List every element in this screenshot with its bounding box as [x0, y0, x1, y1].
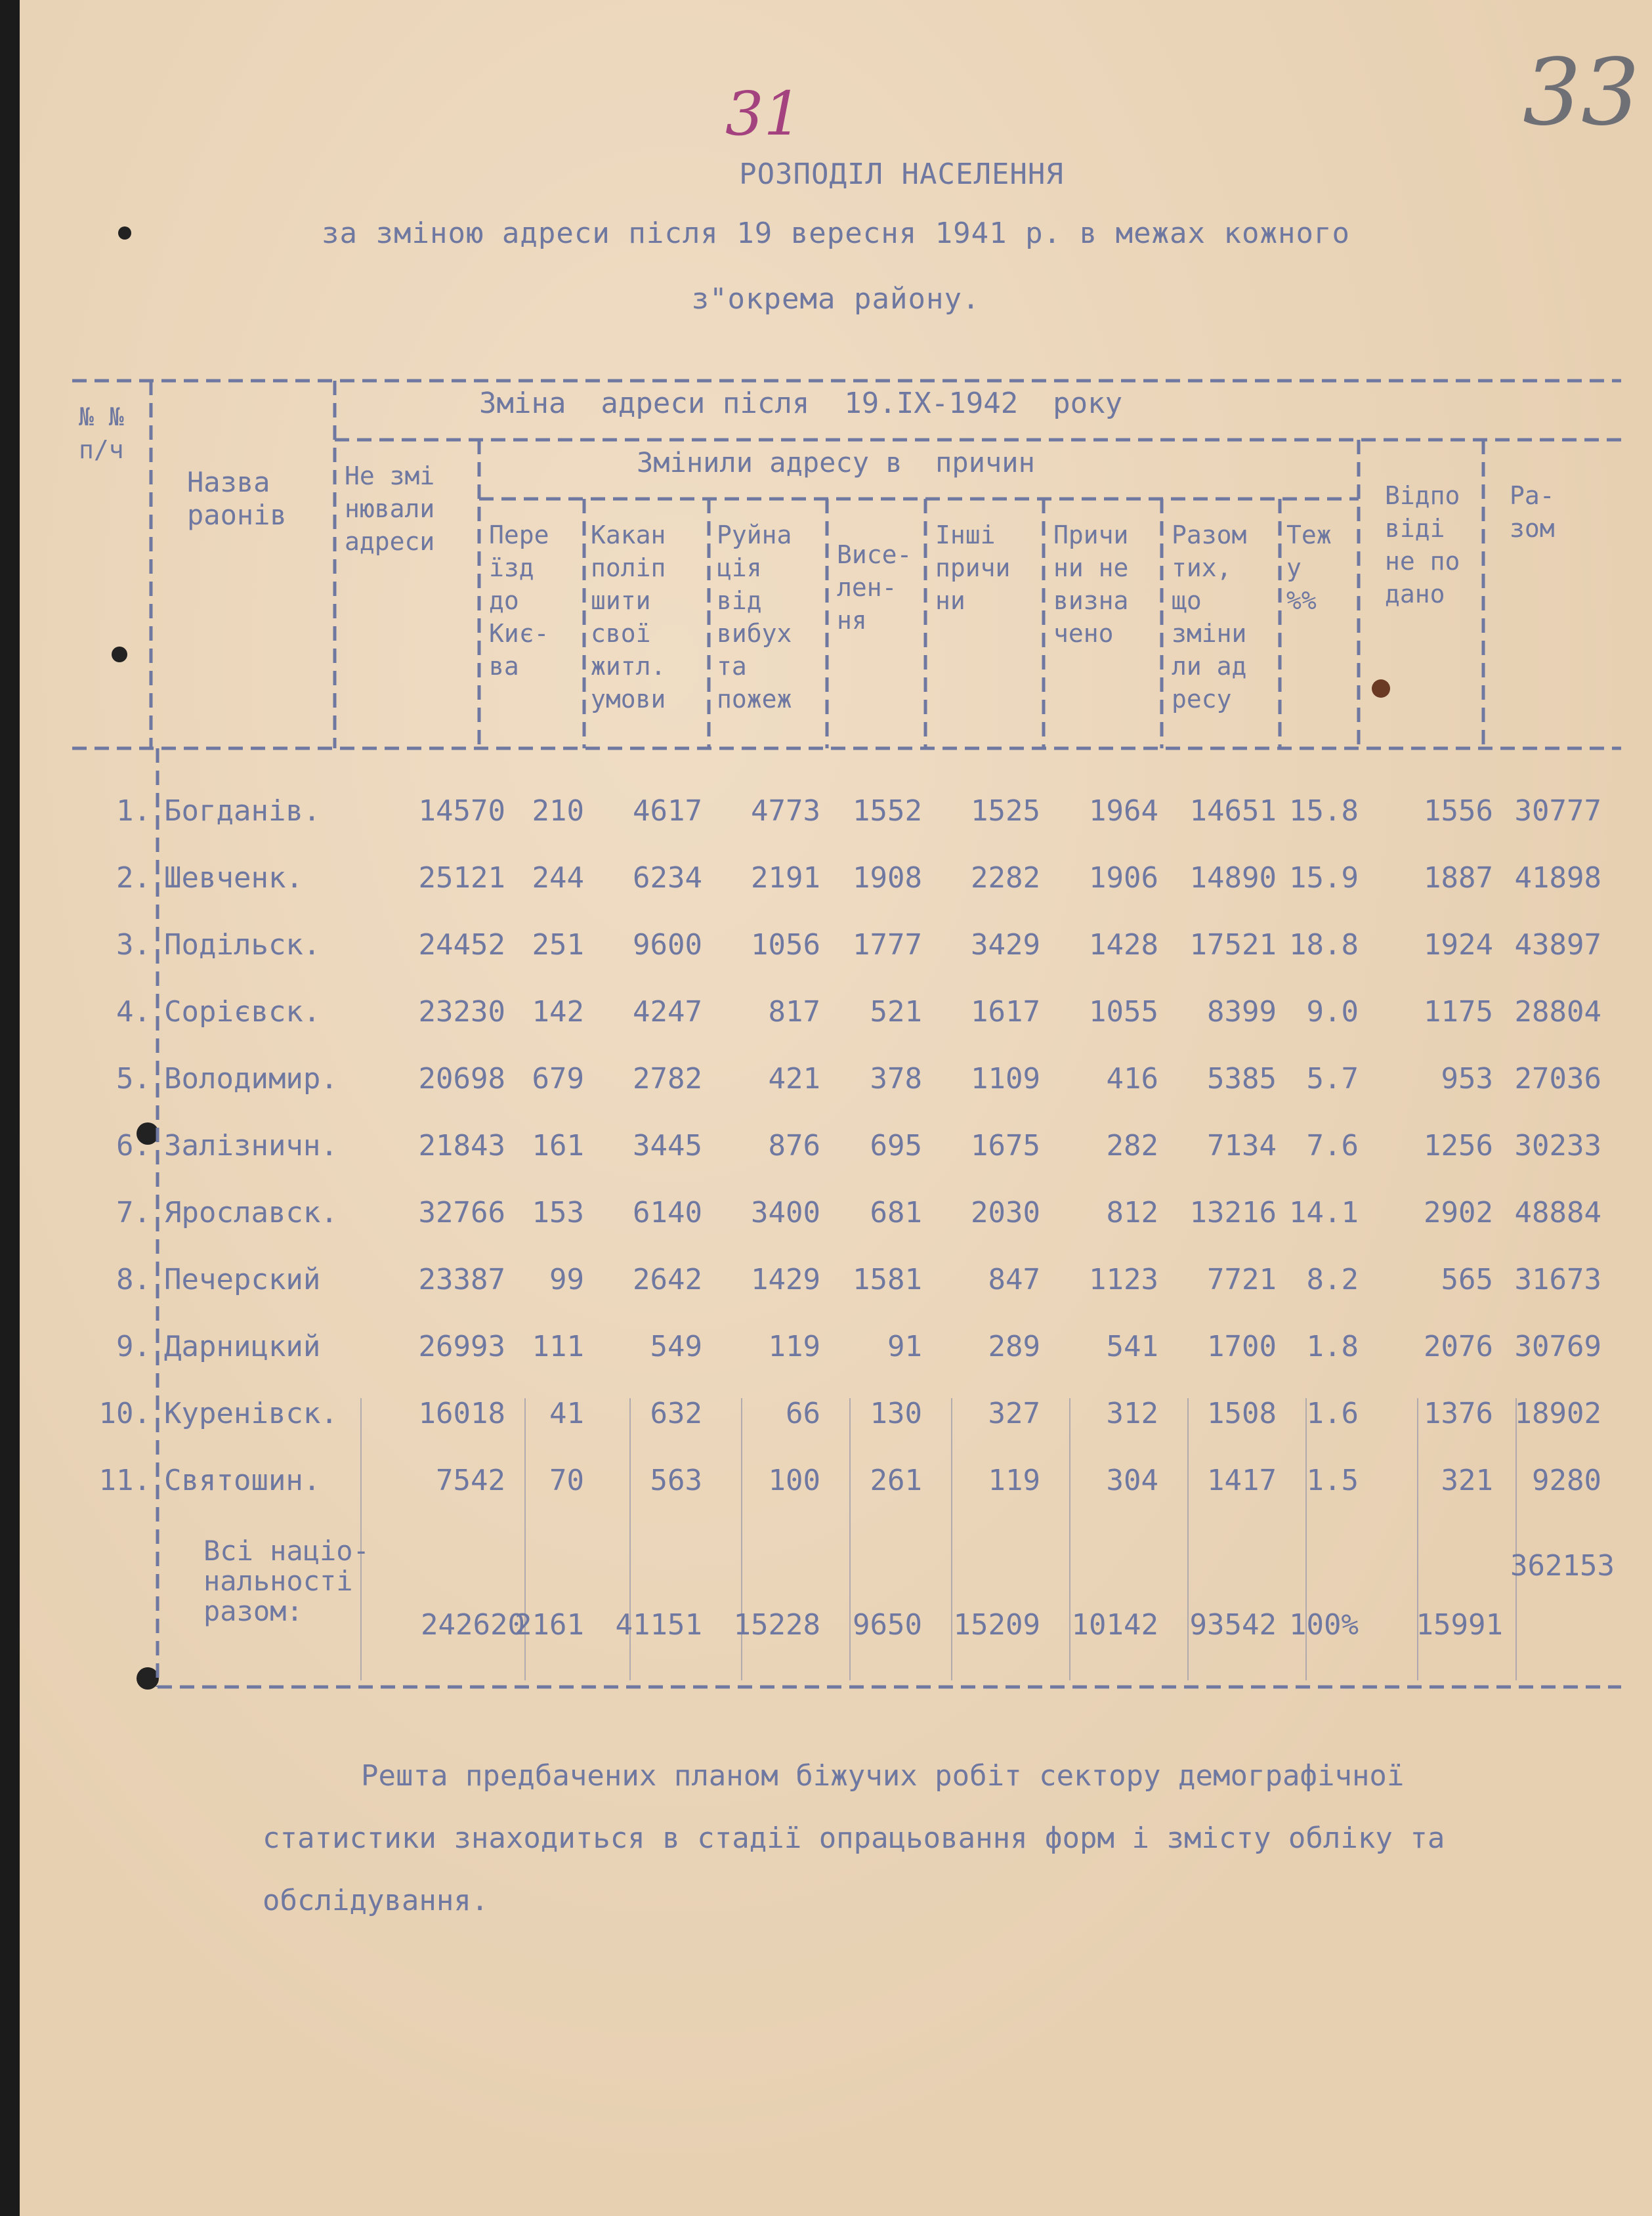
table-cell: 416: [1106, 1062, 1158, 1096]
paragraph-line-2: статистики знаходиться в стадії опрацьовання форм і змісту обліку та: [263, 1822, 1445, 1855]
table-cell: 2030: [971, 1196, 1040, 1229]
table-cell: 28804: [1514, 995, 1601, 1029]
table-cell: 2076: [1424, 1330, 1493, 1363]
table-cell: 549: [650, 1330, 702, 1363]
total-cell: 10142: [1071, 1608, 1158, 1642]
district-name: Сорієвск.: [164, 995, 321, 1029]
table-cell: 21843: [418, 1129, 505, 1162]
table-cell: 18.8: [1289, 928, 1359, 962]
table-cell: 7542: [436, 1464, 505, 1497]
table-cell: 111: [532, 1330, 584, 1363]
table-cell: 31673: [1514, 1263, 1601, 1296]
table-cell: 1581: [853, 1263, 922, 1296]
table-cell: 130: [870, 1397, 922, 1430]
table-cell: 261: [870, 1464, 922, 1497]
row-number: 4.: [116, 995, 151, 1029]
table-cell: 1700: [1207, 1330, 1277, 1363]
district-name: Володимир.: [164, 1062, 338, 1096]
table-cell: 953: [1441, 1062, 1493, 1096]
row-number: 8.: [116, 1263, 151, 1296]
table-cell: 1256: [1424, 1129, 1493, 1162]
table-cell: 9.0: [1306, 995, 1359, 1029]
table-cell: 14.1: [1289, 1196, 1359, 1229]
total-cell: 100%: [1289, 1608, 1359, 1642]
table-cell: 1906: [1089, 861, 1158, 895]
table-cell: 817: [768, 995, 820, 1029]
table-cell: 5.7: [1306, 1062, 1359, 1096]
population-table: [20, 354, 1652, 1694]
table-cell: 1552: [853, 794, 922, 828]
table-cell: 2902: [1424, 1196, 1493, 1229]
row-number: 5.: [116, 1062, 151, 1096]
table-cell: 1056: [751, 928, 820, 962]
table-cell: 1109: [971, 1062, 1040, 1096]
table-cell: 23387: [418, 1263, 505, 1296]
table-cell: 15.9: [1289, 861, 1359, 895]
table-cell: 1175: [1424, 995, 1493, 1029]
table-cell: 15.8: [1289, 794, 1359, 828]
table-cell: 321: [1441, 1464, 1493, 1497]
table-cell: 1525: [971, 794, 1040, 828]
table-cell: 3400: [751, 1196, 820, 1229]
district-name: Дарницкий: [164, 1330, 321, 1363]
table-cell: 7.6: [1306, 1129, 1359, 1162]
table-cell: 119: [988, 1464, 1040, 1497]
table-cell: 876: [768, 1129, 820, 1162]
header-improve-housing: Какан поліп шити свої житл. умови: [591, 521, 666, 714]
district-name: Залізничн.: [164, 1129, 338, 1162]
row-number: 3.: [116, 928, 151, 962]
table-cell: 1417: [1207, 1464, 1277, 1497]
handwritten-page-number-left: 31: [725, 79, 803, 149]
table-cell: 563: [650, 1464, 702, 1497]
table-cell: 100: [768, 1464, 820, 1497]
table-cell: 14890: [1189, 861, 1277, 895]
row-number: 9.: [116, 1330, 151, 1363]
table-cell: 2282: [971, 861, 1040, 895]
table-cell: 4773: [751, 794, 820, 828]
table-cell: 1.5: [1306, 1464, 1359, 1497]
table-cell: 3429: [971, 928, 1040, 962]
table-cell: 2782: [633, 1062, 702, 1096]
total-cell: 9650: [853, 1608, 922, 1642]
row-number: 2.: [116, 861, 151, 895]
table-cell: 7134: [1207, 1129, 1277, 1162]
table-cell: 2191: [751, 861, 820, 895]
header-percent: Теж у %%: [1286, 521, 1332, 615]
district-name: Куренівск.: [164, 1397, 338, 1430]
table-cell: 251: [532, 928, 584, 962]
header-undetermined: Причи ни не визна чено: [1053, 521, 1129, 648]
table-cell: 30769: [1514, 1330, 1601, 1363]
table-cell: 632: [650, 1397, 702, 1430]
table-cell: 681: [870, 1196, 922, 1229]
table-cell: 282: [1106, 1129, 1158, 1162]
table-cell: 8.2: [1306, 1263, 1359, 1296]
table-cell: 66: [786, 1397, 820, 1430]
total-cell: 15991: [1416, 1608, 1503, 1642]
table-cell: 1556: [1424, 794, 1493, 828]
header-not-changed: Не змі нювали адреси: [345, 461, 435, 556]
table-cell: 9600: [633, 928, 702, 962]
table-cell: 1123: [1089, 1263, 1158, 1296]
table-cell: 421: [768, 1062, 820, 1096]
table-cell: 4247: [633, 995, 702, 1029]
total-cell: 41151: [615, 1608, 702, 1642]
table-cell: 30233: [1514, 1129, 1601, 1162]
table-cell: 378: [870, 1062, 922, 1096]
table-cell: 1887: [1424, 861, 1493, 895]
table-cell: 18902: [1514, 1397, 1601, 1430]
document-title: РОЗПОДІЛ НАСЕЛЕННЯ: [739, 158, 1064, 191]
district-name: Подільск.: [164, 928, 321, 962]
table-cell: 1617: [971, 995, 1040, 1029]
table-cell: 26993: [418, 1330, 505, 1363]
header-total-changed: Разом тих, що зміни ли ад ресу: [1172, 521, 1247, 714]
table-cell: 1908: [853, 861, 922, 895]
table-cell: 161: [532, 1129, 584, 1162]
table-cell: 16018: [418, 1397, 505, 1430]
row-number: 11.: [98, 1464, 151, 1497]
total-cell: 15228: [733, 1608, 820, 1642]
header-eviction: Висе- лен- ня: [837, 540, 912, 635]
table-cell: 521: [870, 995, 922, 1029]
table-cell: 48884: [1514, 1196, 1601, 1229]
header-district: Назва раонів: [187, 466, 287, 531]
table-cell: 70: [549, 1464, 584, 1497]
header-address-change: Зміна адреси після 19.IX-1942 року: [479, 387, 1123, 420]
table-cell: 41: [549, 1397, 584, 1430]
table-cell: 25121: [418, 861, 505, 895]
table-cell: 6234: [633, 861, 702, 895]
table-cell: 3445: [633, 1129, 702, 1162]
header-destruction: Руйна ція від вибух та пожеж: [717, 521, 792, 714]
table-cell: 1924: [1424, 928, 1493, 962]
table-cell: 24452: [418, 928, 505, 962]
table-cell: 7721: [1207, 1263, 1277, 1296]
table-cell: 695: [870, 1129, 922, 1162]
paragraph-line-3: обслідування.: [263, 1884, 489, 1917]
header-no-answer: Відпо віді не по дано: [1385, 481, 1460, 608]
table-cell: 13216: [1189, 1196, 1277, 1229]
table-cell: 119: [768, 1330, 820, 1363]
table-cell: 4617: [633, 794, 702, 828]
table-cell: 91: [887, 1330, 922, 1363]
district-name: Богданів.: [164, 794, 321, 828]
total-row-label: Всі націо- нальності разом:: [203, 1535, 370, 1627]
table-cell: 312: [1106, 1397, 1158, 1430]
table-cell: 847: [988, 1263, 1040, 1296]
district-name: Ярославск.: [164, 1196, 338, 1229]
table-cell: 9280: [1532, 1464, 1601, 1497]
table-cell: 1675: [971, 1129, 1040, 1162]
table-cell: 304: [1106, 1464, 1158, 1497]
document-subtitle-line2: з"окрема району.: [691, 282, 981, 316]
row-number: 6.: [116, 1129, 151, 1162]
table-cell: 541: [1106, 1330, 1158, 1363]
table-cell: 327: [988, 1397, 1040, 1430]
table-cell: 23230: [418, 995, 505, 1029]
paragraph-line-1: Решта предбачених планом біжучих робіт сектору демографічної: [361, 1759, 1405, 1793]
header-moved-to-kyiv: Пере їзд до Киє- ва: [489, 521, 549, 681]
header-grand-total: Ра- зом: [1510, 481, 1555, 543]
total-cell: 93542: [1189, 1608, 1277, 1642]
row-number: 10.: [98, 1397, 151, 1430]
row-number: 7.: [116, 1196, 151, 1229]
table-cell: 244: [532, 861, 584, 895]
table-cell: 17521: [1189, 928, 1277, 962]
row-number: 1.: [116, 794, 151, 828]
table-cell: 142: [532, 995, 584, 1029]
table-cell: 27036: [1514, 1062, 1601, 1096]
table-cell: 1508: [1207, 1397, 1277, 1430]
document-subtitle: за зміною адреси після 19 вересня 1941 р. в межах кожного: [322, 217, 1350, 250]
table-cell: 14651: [1189, 794, 1277, 828]
handwritten-page-number-right: 33: [1523, 39, 1640, 146]
header-other-reasons: Інші причи ни: [935, 521, 1011, 615]
table-cell: 679: [532, 1062, 584, 1096]
table-cell: 1376: [1424, 1397, 1493, 1430]
table-cell: 1.8: [1306, 1330, 1359, 1363]
table-cell: 1055: [1089, 995, 1158, 1029]
table-cell: 20698: [418, 1062, 505, 1096]
total-cell: 15209: [953, 1608, 1040, 1642]
table-cell: 1777: [853, 928, 922, 962]
table-cell: 210: [532, 794, 584, 828]
total-cell: 2161: [515, 1608, 584, 1642]
district-name: Шевченк.: [164, 861, 303, 895]
document-page: [20, 0, 1652, 2216]
district-name: Святошин.: [164, 1464, 321, 1497]
table-cell: 1.6: [1306, 1397, 1359, 1430]
table-cell: 5385: [1207, 1062, 1277, 1096]
header-changed-reasons: Змінили адресу в причин: [637, 446, 1035, 479]
table-cell: 41898: [1514, 861, 1601, 895]
table-cell: 565: [1441, 1263, 1493, 1296]
header-row-number: № № п/ч: [79, 402, 124, 464]
table-cell: 1429: [751, 1263, 820, 1296]
table-cell: 1428: [1089, 928, 1158, 962]
table-cell: 1964: [1089, 794, 1158, 828]
total-cell: 242620: [421, 1608, 525, 1642]
table-cell: 99: [549, 1263, 584, 1296]
grand-total-cell: 362153: [1510, 1549, 1615, 1583]
punch-hole-mark: [118, 226, 131, 240]
table-cell: 2642: [633, 1263, 702, 1296]
table-cell: 812: [1106, 1196, 1158, 1229]
table-cell: 153: [532, 1196, 584, 1229]
table-cell: 43897: [1514, 928, 1601, 962]
district-name: Печерский: [164, 1263, 321, 1296]
table-cell: 32766: [418, 1196, 505, 1229]
table-cell: 30777: [1514, 794, 1601, 828]
table-cell: 289: [988, 1330, 1040, 1363]
table-cell: 8399: [1207, 995, 1277, 1029]
table-cell: 6140: [633, 1196, 702, 1229]
table-cell: 14570: [418, 794, 505, 828]
